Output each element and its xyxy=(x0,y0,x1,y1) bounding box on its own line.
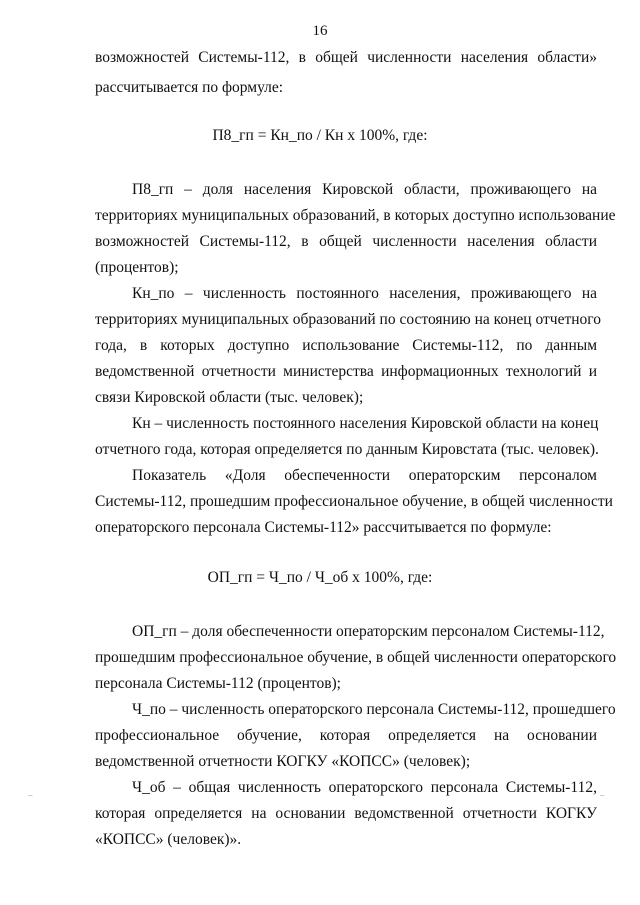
text-line: территориях муниципальных образований, в которых доступно использование xyxy=(95,207,616,224)
text-line: ведомственной отчетности министерства информационных технологий и xyxy=(95,363,597,380)
text-line: операторского персонала Системы-112» рассчитывается по формуле: xyxy=(95,519,552,536)
text-line: возможностей Системы-112, в общей численности населения области» xyxy=(95,49,597,66)
text-line: Кн_по – численность постоянного населения, проживающего на xyxy=(132,285,597,302)
text-line: Кн – численность постоянного населения Кировской области на конец xyxy=(132,415,599,432)
text-line: (процентов); xyxy=(95,259,179,276)
formula-op: ОП_гп = Ч_по / Ч_об х 100%, где: xyxy=(207,569,433,586)
text-line: Системы-112, прошедшим профессиональное обучение, в общей численности xyxy=(95,493,613,510)
text-line: «КОПСС» (человек)». xyxy=(95,831,242,848)
text-line: года, в которых доступно использование Системы-112, по данным xyxy=(95,337,597,354)
text-line: Ч_об – общая численность операторского персонала Системы-112, xyxy=(132,779,597,796)
text-line: которая определяется на основании ведомственной отчетности КОГКУ xyxy=(95,805,597,822)
text-line: Ч_по – численность операторского персонала Системы-112, прошедшего xyxy=(132,701,616,718)
scan-mark: – xyxy=(28,790,33,800)
text-line: Показатель «Доля обеспеченности операторским персоналом xyxy=(132,467,597,484)
text-line: возможностей Системы-112, в общей численности населения области xyxy=(95,233,597,250)
text-line: П8_гп – доля населения Кировской области, проживающего на xyxy=(132,181,597,198)
text-line: профессиональное обучение, которая определяется на основании xyxy=(95,727,597,744)
text-line: прошедшим профессиональное обучение, в общей численности операторского xyxy=(95,649,617,666)
text-line: территориях муниципальных образований по состоянию на конец отчетного xyxy=(95,311,601,328)
text-line: ведомственной отчетности КОГКУ «КОПСС» (человек); xyxy=(95,753,471,770)
text-line: связи Кировской области (тыс. человек); xyxy=(95,389,364,406)
formula-p8: П8_гп = Кн_по / Кн х 100%, где: xyxy=(212,127,428,144)
text-line: рассчитывается по формуле: xyxy=(95,79,284,96)
text-line: отчетного года, которая определяется по данным Кировстата (тыс. человек). xyxy=(95,441,599,458)
page-number: 16 xyxy=(312,23,328,39)
scan-mark: – xyxy=(600,790,605,800)
text-line: персонала Системы-112 (процентов); xyxy=(95,675,341,692)
text-line: ОП_гп – доля обеспеченности операторским персоналом Системы-112, xyxy=(132,623,605,640)
